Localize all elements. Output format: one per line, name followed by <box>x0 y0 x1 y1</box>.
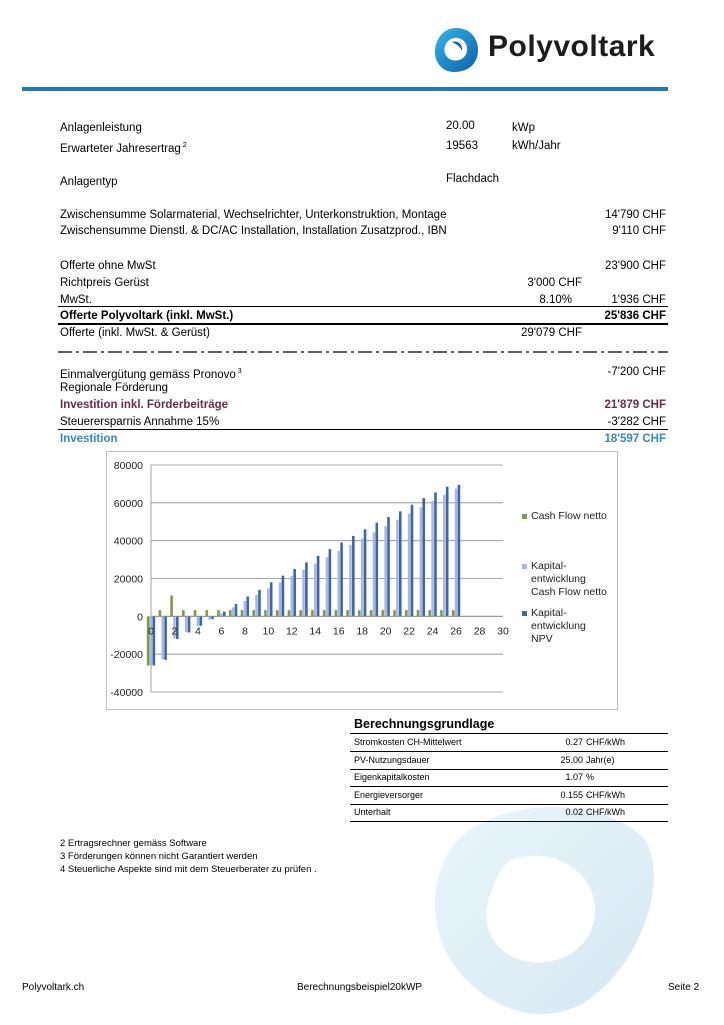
x-tick-label: 12 <box>285 625 298 638</box>
bar <box>314 564 317 617</box>
legend-entry: Cash Flow netto <box>531 586 607 598</box>
legend-swatch <box>522 514 527 519</box>
bar <box>258 590 261 616</box>
cost-amount-service: 9'110 CHF <box>612 225 666 237</box>
bar <box>317 556 320 617</box>
footer-page: Seite 2 <box>668 982 700 993</box>
bar <box>291 576 294 616</box>
cost-label-invest: Investition <box>60 433 118 445</box>
x-tick-label: 26 <box>450 625 462 638</box>
bar <box>326 557 329 616</box>
bar <box>428 610 431 616</box>
divider <box>58 306 668 307</box>
basis-unit: % <box>586 772 595 782</box>
bar <box>349 545 352 617</box>
x-tick-label: 22 <box>403 625 415 638</box>
x-tick-label: 8 <box>241 625 248 638</box>
basis-value: 0.02 <box>565 807 583 817</box>
bar <box>302 570 305 617</box>
basis-label: Eigenkapitalkosten <box>354 772 430 782</box>
basis-value: 0.155 <box>560 789 583 800</box>
bar <box>375 523 378 617</box>
dash-dot-divider <box>58 340 668 342</box>
bar <box>370 610 373 616</box>
x-tick-label: 24 <box>426 625 439 638</box>
bar <box>422 498 425 616</box>
watermark-logo <box>420 790 670 1020</box>
divider <box>58 429 668 430</box>
cost-amount-invest: 18'597 CHF <box>604 433 666 445</box>
bar <box>329 549 332 616</box>
bar <box>335 610 338 616</box>
legend-entry: Kapital- <box>531 560 567 572</box>
bar <box>223 612 226 617</box>
cost-label-scaffold: Richtpreis Gerüst <box>60 277 149 289</box>
bar <box>434 492 437 616</box>
x-tick-label: 4 <box>195 625 201 638</box>
y-tick-label: -20000 <box>110 649 143 662</box>
bar <box>282 576 285 617</box>
basis-row <box>350 734 668 752</box>
header-divider <box>22 87 668 91</box>
legend-swatch <box>522 611 527 616</box>
bar <box>352 536 355 616</box>
footer-doc-name: Berechnungsbeispiel20kWP <box>297 982 423 993</box>
footnote-ref: 2 <box>182 142 187 149</box>
cost-mid-vat: 8.10% <box>539 294 572 306</box>
bar <box>323 610 326 616</box>
basis-value: 0.27 <box>565 737 583 747</box>
cost-label-tax: Steuerersparnis Annahme 15% <box>60 416 220 428</box>
cost-mid-offer-incl: 29'079 CHF <box>520 327 582 339</box>
bar <box>384 526 387 616</box>
cost-label-material: Zwischensumme Solarmaterial, Wechselrichter, Unterkonstruktion, Montage <box>60 209 447 221</box>
bar <box>150 616 153 665</box>
y-tick-label: 80000 <box>113 460 143 472</box>
basis-value: 25.00 <box>560 754 583 765</box>
bar <box>311 610 314 616</box>
footnote-3: 4 Steuerliche Aspekte sind mit dem Steuerberater zu prüfen . <box>60 864 317 875</box>
logo-icon <box>432 26 480 74</box>
bar <box>232 607 235 616</box>
y-tick-label: 40000 <box>113 535 143 548</box>
bar <box>170 596 173 617</box>
bar <box>455 489 458 617</box>
bar <box>387 517 390 616</box>
cost-amount-material: 14'790 CHF <box>604 209 666 221</box>
cost-label-offer-net: Offerte ohne MwSt <box>60 260 156 272</box>
bar <box>235 604 238 616</box>
footer-website: Polyvoltark.ch <box>22 982 85 993</box>
cost-label-offer-incl: Offerte (inkl. MwSt. & Gerüst) <box>60 327 210 339</box>
bar <box>405 610 408 616</box>
bar <box>185 616 188 632</box>
legend-entry: entwicklung <box>531 620 586 632</box>
basis-unit: Jahr(e) <box>586 754 615 765</box>
logo <box>432 26 480 74</box>
bar <box>411 505 414 617</box>
bar <box>452 610 455 616</box>
legend-swatch <box>522 564 527 569</box>
bar <box>164 616 167 660</box>
legend-entry: NPV <box>531 633 553 645</box>
x-tick-label: 30 <box>497 625 509 638</box>
footnote-1: 2 Ertragsrechner gemäss Software <box>60 838 207 849</box>
basis-label: Energieversorger <box>354 789 424 800</box>
bar <box>420 507 423 616</box>
bar <box>305 562 308 616</box>
cost-label-regional: Regionale Förderung <box>60 382 169 394</box>
legend-entry: entwicklung <box>531 573 586 585</box>
bar <box>408 514 411 617</box>
basis-label: PV-Nutzungsdauer <box>354 754 430 765</box>
spec-label-power: Anlagenleistung <box>60 122 142 134</box>
y-tick-label: -40000 <box>110 687 143 699</box>
bar <box>293 569 296 616</box>
bar <box>264 610 267 616</box>
bar <box>279 582 282 616</box>
y-tick-label: 20000 <box>113 573 143 586</box>
bar <box>340 543 343 617</box>
bar <box>217 610 220 616</box>
x-tick-label: 10 <box>262 625 275 638</box>
spec-label-type: Anlagentyp <box>60 176 118 188</box>
bar <box>244 601 247 616</box>
bar <box>267 589 270 617</box>
bar <box>446 487 449 617</box>
spec-value-power: 20.00 <box>446 120 475 132</box>
spec-label-yield: Erwarteter Jahresertrag $^2$ <box>60 142 187 155</box>
bar <box>364 529 367 616</box>
y-tick-label: 60000 <box>113 497 143 510</box>
bar <box>241 610 244 616</box>
basis-unit: CHF/kWh <box>586 737 625 747</box>
basis-row <box>350 769 668 787</box>
bar <box>208 616 211 619</box>
cost-mid-scaffold: 3'000 CHF <box>527 277 582 289</box>
cost-label-service: Zwischensumme Dienstl. & DC/AC Installation, Installation Zusatzprod., IBN <box>60 225 447 237</box>
bar <box>194 610 197 616</box>
bar <box>458 485 461 616</box>
divider <box>58 323 668 325</box>
spec-value-yield: 19563 <box>446 140 478 152</box>
cost-label-offer-total: Offerte Polyvoltark (inkl. MwSt.) <box>60 310 234 322</box>
bar <box>153 616 156 665</box>
x-tick-label: 18 <box>356 625 369 638</box>
bar <box>382 610 385 616</box>
legend-entry: Kapital- <box>531 607 567 619</box>
legend-entry: Cash Flow netto <box>531 510 607 522</box>
x-tick-label: 16 <box>332 625 345 638</box>
footnote-ref: 3 <box>237 368 242 375</box>
bar <box>358 610 361 616</box>
bar <box>288 610 291 616</box>
bar <box>229 610 232 616</box>
basis-row <box>350 804 668 822</box>
bar <box>147 616 150 665</box>
basis-label: Stromkosten CH-Mittelwert <box>354 737 462 747</box>
cost-amount-pronovo: -7'200 CHF <box>607 366 666 378</box>
basis-row <box>350 752 668 770</box>
x-tick-label: 14 <box>309 625 322 638</box>
cost-label-pronovo: Einmalvergütung gemäss Pronovo $^3$ <box>60 368 242 381</box>
spec-unit-power: kWp <box>512 122 535 134</box>
bar <box>373 532 376 616</box>
basis-title: Berechnungsgrundlage <box>354 717 495 731</box>
cost-amount-offer-total: 25'836 CHF <box>604 310 666 322</box>
x-tick-label: 0 <box>148 625 154 638</box>
bar <box>443 495 446 616</box>
watermark-icon <box>420 790 670 1020</box>
bar <box>417 610 420 616</box>
cashflow-chart <box>106 451 618 710</box>
basis-row <box>350 787 668 805</box>
bar <box>252 610 255 616</box>
bar <box>188 616 191 632</box>
bar <box>361 539 364 617</box>
bar <box>396 520 399 616</box>
bar <box>399 511 402 616</box>
cost-label-vat: MwSt. <box>60 294 92 306</box>
basis-label: Unterhalt <box>354 807 391 817</box>
bar <box>161 616 164 659</box>
bar <box>246 596 249 616</box>
cost-amount-offer-net: 23'900 CHF <box>604 260 666 272</box>
cost-label-invest-subsidy: Investition inkl. Förderbeiträge <box>60 399 229 411</box>
spec-value-type: Flachdach <box>446 173 500 185</box>
bar <box>276 610 279 616</box>
bar <box>346 610 349 616</box>
basis-unit: CHF/kWh <box>586 789 625 800</box>
x-tick-label: 20 <box>379 625 392 638</box>
spec-unit-yield: kWh/Jahr <box>512 140 561 152</box>
bar <box>440 610 443 616</box>
x-tick-label: 28 <box>473 625 486 638</box>
basis-value: 1.07 <box>565 772 583 782</box>
cost-amount-invest-subsidy: 21'879 CHF <box>604 399 666 411</box>
bar <box>159 610 162 616</box>
bar <box>393 610 396 616</box>
bar <box>255 595 258 617</box>
x-tick-label: 6 <box>218 625 225 638</box>
bar <box>337 551 340 616</box>
cost-amount-vat: 1'936 CHF <box>611 294 666 306</box>
bar <box>206 610 209 616</box>
footnote-2: 3 Förderungen können nicht Garantiert werden <box>60 851 258 862</box>
bar <box>270 582 273 616</box>
bar <box>182 610 185 616</box>
bar <box>431 501 434 616</box>
bar <box>299 610 302 616</box>
cost-amount-tax: -3'282 CHF <box>607 416 666 428</box>
y-tick-label: 0 <box>137 611 143 624</box>
x-tick-label: 2 <box>171 625 178 638</box>
brand-name: Polyvoltark <box>488 30 656 63</box>
basis-unit: CHF/kWh <box>586 807 625 817</box>
